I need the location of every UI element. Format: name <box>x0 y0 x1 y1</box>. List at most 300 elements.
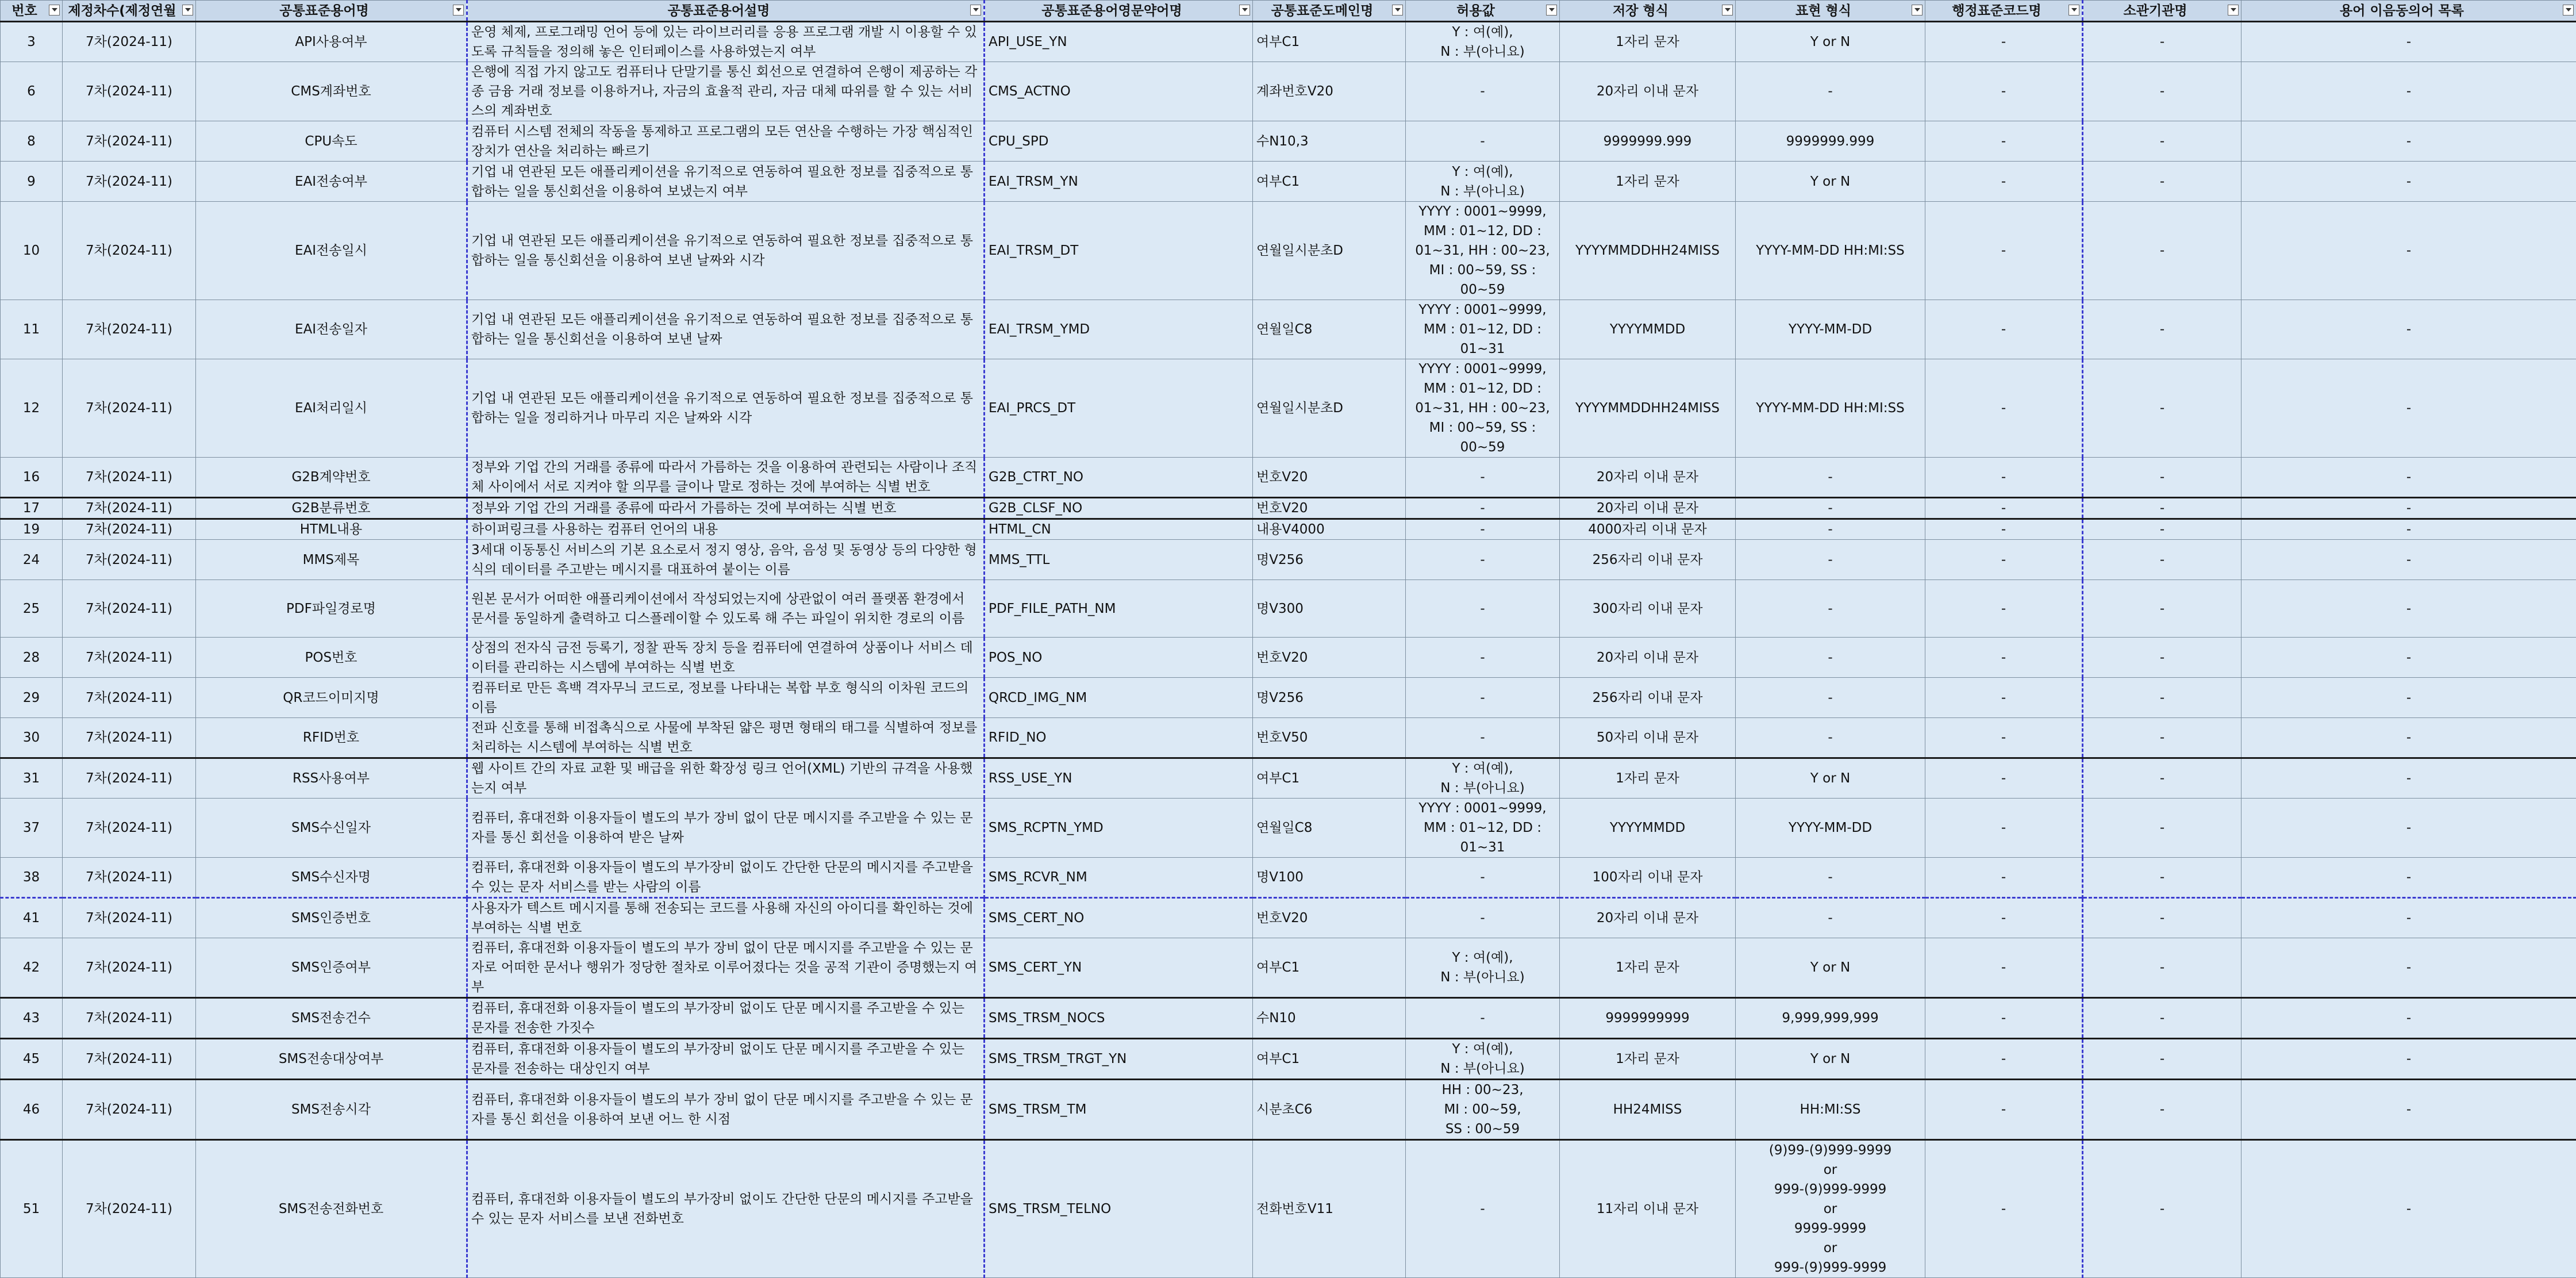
cell-number[interactable]: 24 <box>1 540 63 580</box>
cell-admin-code[interactable]: - <box>1925 898 2083 938</box>
cell-synonyms[interactable]: - <box>2241 202 2576 300</box>
cell-english-abbr[interactable]: SMS_RCPTN_YMD <box>985 799 1253 858</box>
filter-dropdown-icon[interactable] <box>970 5 981 16</box>
cell-term-description[interactable]: 컴퓨터, 휴대전화 이용자들이 별도의 부가장비 없이도 간단한 단문의 메시지를 주고받을 수 있는 문자 서비스를 보낸 전화번호 <box>467 1140 985 1278</box>
cell-display-format[interactable] <box>1736 799 1925 858</box>
cell-display-format[interactable] <box>1736 202 1925 300</box>
cell-revision[interactable]: 7차(2024-11) <box>63 758 196 799</box>
cell-english-abbr[interactable]: G2B_CTRT_NO <box>985 458 1253 498</box>
cell-synonyms[interactable]: - <box>2241 458 2576 498</box>
cell-admin-code[interactable]: - <box>1925 638 2083 678</box>
cell-domain[interactable]: 명V256 <box>1253 540 1406 580</box>
cell-synonyms[interactable]: - <box>2241 858 2576 898</box>
cell-revision[interactable]: 7차(2024-11) <box>63 519 196 540</box>
cell-revision[interactable]: 7차(2024-11) <box>63 300 196 359</box>
cell-allowed-values[interactable] <box>1406 519 1560 540</box>
cell-revision[interactable]: 7차(2024-11) <box>63 998 196 1039</box>
cell-allowed-values[interactable] <box>1406 799 1560 858</box>
cell-admin-code[interactable]: - <box>1925 22 2083 62</box>
cell-display-format[interactable] <box>1736 898 1925 938</box>
cell-display-format[interactable] <box>1736 580 1925 638</box>
cell-term-name[interactable]: EAI전송일자 <box>196 300 467 359</box>
cell-allowed-values[interactable] <box>1406 1039 1560 1080</box>
cell-agency[interactable]: - <box>2083 359 2241 458</box>
cell-domain[interactable]: 번호V20 <box>1253 898 1406 938</box>
cell-allowed-values[interactable] <box>1406 458 1560 498</box>
cell-admin-code[interactable]: - <box>1925 300 2083 359</box>
cell-revision[interactable]: 7차(2024-11) <box>63 162 196 202</box>
column-header-english-abbr[interactable]: 공통표준용어영문약어명 <box>985 1 1253 22</box>
cell-english-abbr[interactable]: MMS_TTL <box>985 540 1253 580</box>
cell-synonyms[interactable]: - <box>2241 580 2576 638</box>
cell-term-name[interactable]: CPU속도 <box>196 121 467 162</box>
cell-agency[interactable]: - <box>2083 718 2241 758</box>
cell-synonyms[interactable]: - <box>2241 898 2576 938</box>
column-header-agency[interactable]: 소관기관명 <box>2083 1 2241 22</box>
filter-dropdown-icon[interactable] <box>182 5 193 16</box>
cell-display-format[interactable] <box>1736 1039 1925 1080</box>
cell-agency[interactable]: - <box>2083 938 2241 998</box>
cell-domain[interactable]: 연월일C8 <box>1253 799 1406 858</box>
cell-domain[interactable]: 연월일시분초D <box>1253 202 1406 300</box>
cell-number[interactable]: 41 <box>1 898 63 938</box>
cell-admin-code[interactable]: - <box>1925 580 2083 638</box>
cell-admin-code[interactable]: - <box>1925 678 2083 718</box>
cell-allowed-values[interactable] <box>1406 1140 1560 1278</box>
cell-term-description[interactable]: 웹 사이트 간의 자료 교환 및 배급을 위한 확장성 링크 언어(XML) 기반의 규격을 사용했는지 여부 <box>467 758 985 799</box>
cell-term-name[interactable]: SMS인증여부 <box>196 938 467 998</box>
cell-english-abbr[interactable]: SMS_CERT_NO <box>985 898 1253 938</box>
cell-term-description[interactable]: 하이퍼링크를 사용하는 컴퓨터 언어의 내용 <box>467 519 985 540</box>
cell-agency[interactable]: - <box>2083 498 2241 519</box>
cell-display-format[interactable] <box>1736 1080 1925 1140</box>
cell-term-description[interactable]: 컴퓨터, 휴대전화 이용자들이 별도의 부가 장비 없이 단문 메시지를 주고받을 수 있는 문자로 어떠한 문서나 행위가 정당한 절차로 이루어졌다는 것을 공적 기관이 증명했는지 여부 <box>467 938 985 998</box>
cell-storage-format[interactable]: 20자리 이내 문자 <box>1560 458 1736 498</box>
cell-admin-code[interactable]: - <box>1925 938 2083 998</box>
cell-synonyms[interactable]: - <box>2241 519 2576 540</box>
cell-synonyms[interactable]: - <box>2241 300 2576 359</box>
table-row[interactable] <box>1 62 2576 121</box>
cell-storage-format[interactable]: 300자리 이내 문자 <box>1560 580 1736 638</box>
cell-display-format[interactable] <box>1736 718 1925 758</box>
cell-number[interactable]: 10 <box>1 202 63 300</box>
cell-admin-code[interactable]: - <box>1925 998 2083 1039</box>
cell-admin-code[interactable]: - <box>1925 758 2083 799</box>
cell-term-name[interactable]: G2B계약번호 <box>196 458 467 498</box>
cell-admin-code[interactable]: - <box>1925 121 2083 162</box>
cell-english-abbr[interactable]: API_USE_YN <box>985 22 1253 62</box>
cell-english-abbr[interactable]: SMS_TRSM_TM <box>985 1080 1253 1140</box>
cell-storage-format[interactable]: YYYYMMDDHH24MISS <box>1560 359 1736 458</box>
cell-term-name[interactable]: EAI처리일시 <box>196 359 467 458</box>
cell-storage-format[interactable]: YYYYMMDD <box>1560 799 1736 858</box>
cell-number[interactable]: 42 <box>1 938 63 998</box>
table-row[interactable] <box>1 162 2576 202</box>
cell-number[interactable]: 37 <box>1 799 63 858</box>
cell-domain[interactable]: 연월일시분초D <box>1253 359 1406 458</box>
cell-term-name[interactable]: SMS전송전화번호 <box>196 1140 467 1278</box>
cell-display-format[interactable] <box>1736 121 1925 162</box>
cell-term-description[interactable]: 컴퓨터, 휴대전화 이용자들이 별도의 부가 장비 없이 단문 메시지를 주고받을 수 있는 문자를 통신 회선을 이용하여 보낸 어느 한 시점 <box>467 1080 985 1140</box>
cell-allowed-values[interactable] <box>1406 202 1560 300</box>
cell-storage-format[interactable]: 9999999.999 <box>1560 121 1736 162</box>
cell-storage-format[interactable]: 20자리 이내 문자 <box>1560 898 1736 938</box>
cell-number[interactable]: 25 <box>1 580 63 638</box>
cell-revision[interactable]: 7차(2024-11) <box>63 121 196 162</box>
cell-storage-format[interactable]: 1자리 문자 <box>1560 22 1736 62</box>
cell-agency[interactable]: - <box>2083 458 2241 498</box>
cell-domain[interactable]: 여부C1 <box>1253 938 1406 998</box>
cell-term-description[interactable]: 컴퓨터, 휴대전화 이용자들이 별도의 부가 장비 없이 단문 메시지를 주고받을 수 있는 문자를 통신 회선을 이용하여 받은 날짜 <box>467 799 985 858</box>
cell-synonyms[interactable]: - <box>2241 758 2576 799</box>
cell-domain[interactable]: 명V256 <box>1253 678 1406 718</box>
cell-storage-format[interactable]: 1자리 문자 <box>1560 1039 1736 1080</box>
cell-revision[interactable]: 7차(2024-11) <box>63 540 196 580</box>
cell-display-format[interactable] <box>1736 62 1925 121</box>
cell-term-description[interactable]: 정부와 기업 간의 거래를 종류에 따라서 가름하는 것에 부여하는 식별 번호 <box>467 498 985 519</box>
cell-number[interactable]: 51 <box>1 1140 63 1278</box>
cell-allowed-values[interactable] <box>1406 300 1560 359</box>
cell-storage-format[interactable]: 256자리 이내 문자 <box>1560 540 1736 580</box>
cell-storage-format[interactable]: YYYYMMDDHH24MISS <box>1560 202 1736 300</box>
table-row[interactable] <box>1 580 2576 638</box>
cell-allowed-values[interactable] <box>1406 898 1560 938</box>
cell-number[interactable]: 28 <box>1 638 63 678</box>
cell-agency[interactable]: - <box>2083 1039 2241 1080</box>
table-row[interactable] <box>1 300 2576 359</box>
cell-english-abbr[interactable]: RSS_USE_YN <box>985 758 1253 799</box>
table-row[interactable] <box>1 858 2576 898</box>
cell-allowed-values[interactable] <box>1406 498 1560 519</box>
filter-dropdown-icon[interactable] <box>49 5 60 16</box>
cell-synonyms[interactable]: - <box>2241 799 2576 858</box>
cell-domain[interactable]: 번호V50 <box>1253 718 1406 758</box>
cell-admin-code[interactable]: - <box>1925 519 2083 540</box>
cell-english-abbr[interactable]: CPU_SPD <box>985 121 1253 162</box>
cell-synonyms[interactable]: - <box>2241 162 2576 202</box>
cell-admin-code[interactable]: - <box>1925 1080 2083 1140</box>
cell-number[interactable]: 9 <box>1 162 63 202</box>
cell-term-name[interactable]: HTML내용 <box>196 519 467 540</box>
cell-revision[interactable]: 7차(2024-11) <box>63 22 196 62</box>
cell-allowed-values[interactable] <box>1406 758 1560 799</box>
table-row[interactable] <box>1 718 2576 758</box>
cell-english-abbr[interactable]: QRCD_IMG_NM <box>985 678 1253 718</box>
cell-english-abbr[interactable]: EAI_TRSM_YMD <box>985 300 1253 359</box>
cell-number[interactable]: 43 <box>1 998 63 1039</box>
table-row[interactable] <box>1 1080 2576 1140</box>
cell-domain[interactable]: 번호V20 <box>1253 498 1406 519</box>
cell-admin-code[interactable]: - <box>1925 1140 2083 1278</box>
cell-domain[interactable]: 내용V4000 <box>1253 519 1406 540</box>
cell-allowed-values[interactable] <box>1406 718 1560 758</box>
cell-term-name[interactable]: SMS전송건수 <box>196 998 467 1039</box>
cell-agency[interactable]: - <box>2083 858 2241 898</box>
table-row[interactable] <box>1 678 2576 718</box>
cell-storage-format[interactable]: 20자리 이내 문자 <box>1560 638 1736 678</box>
cell-domain[interactable]: 여부C1 <box>1253 162 1406 202</box>
table-row[interactable] <box>1 758 2576 799</box>
cell-allowed-values[interactable] <box>1406 22 1560 62</box>
cell-synonyms[interactable]: - <box>2241 22 2576 62</box>
cell-term-description[interactable]: 기업 내 연관된 모든 애플리케이션을 유기적으로 연동하여 필요한 정보를 집중적으로 통합하는 일을 통신회선을 이용하여 보냈는지 여부 <box>467 162 985 202</box>
filter-dropdown-icon[interactable] <box>2563 5 2574 16</box>
cell-synonyms[interactable]: - <box>2241 121 2576 162</box>
table-row[interactable] <box>1 638 2576 678</box>
column-header-storage-format[interactable]: 저장 형식 <box>1560 1 1736 22</box>
cell-number[interactable]: 16 <box>1 458 63 498</box>
table-row[interactable] <box>1 898 2576 938</box>
cell-revision[interactable]: 7차(2024-11) <box>63 678 196 718</box>
cell-agency[interactable]: - <box>2083 300 2241 359</box>
cell-synonyms[interactable]: - <box>2241 540 2576 580</box>
cell-display-format[interactable] <box>1736 1140 1925 1278</box>
cell-english-abbr[interactable]: HTML_CN <box>985 519 1253 540</box>
cell-term-description[interactable]: 사용자가 텍스트 메시지를 통해 전송되는 코드를 사용해 자신의 아이디를 확인하는 것에 부여하는 식별 번호 <box>467 898 985 938</box>
cell-revision[interactable]: 7차(2024-11) <box>63 898 196 938</box>
filter-dropdown-icon[interactable] <box>1912 5 1923 16</box>
cell-revision[interactable]: 7차(2024-11) <box>63 638 196 678</box>
cell-term-name[interactable]: PDF파일경로명 <box>196 580 467 638</box>
cell-term-name[interactable]: SMS인증번호 <box>196 898 467 938</box>
table-row[interactable] <box>1 938 2576 998</box>
cell-number[interactable]: 6 <box>1 62 63 121</box>
filter-dropdown-icon[interactable] <box>1239 5 1250 16</box>
cell-term-name[interactable]: RSS사용여부 <box>196 758 467 799</box>
cell-allowed-values[interactable] <box>1406 580 1560 638</box>
table-row[interactable] <box>1 519 2576 540</box>
cell-english-abbr[interactable]: PDF_FILE_PATH_NM <box>985 580 1253 638</box>
cell-allowed-values[interactable] <box>1406 678 1560 718</box>
cell-agency[interactable]: - <box>2083 580 2241 638</box>
cell-revision[interactable]: 7차(2024-11) <box>63 938 196 998</box>
cell-synonyms[interactable]: - <box>2241 1080 2576 1140</box>
cell-english-abbr[interactable]: POS_NO <box>985 638 1253 678</box>
cell-term-description[interactable]: 원본 문서가 어떠한 애플리케이션에서 작성되었는지에 상관없이 여러 플랫폼 환경에서 문서를 동일하게 출력하고 디스플레이할 수 있도록 해 주는 파일이 위치한 경로의 이름 <box>467 580 985 638</box>
filter-dropdown-icon[interactable] <box>2069 5 2079 16</box>
cell-term-name[interactable]: G2B분류번호 <box>196 498 467 519</box>
cell-synonyms[interactable]: - <box>2241 1039 2576 1080</box>
cell-revision[interactable]: 7차(2024-11) <box>63 1140 196 1278</box>
cell-admin-code[interactable]: - <box>1925 858 2083 898</box>
cell-english-abbr[interactable]: SMS_TRSM_NOCS <box>985 998 1253 1039</box>
cell-term-description[interactable]: 은행에 직접 가지 않고도 컴퓨터나 단말기를 통신 회선으로 연결하여 은행이 제공하는 각종 금융 거래 정보를 이용하거나, 자금의 효율적 관리, 자금 대체 따위를 할 수 있는 서비스의 계좌번호 <box>467 62 985 121</box>
filter-dropdown-icon[interactable] <box>1546 5 1557 16</box>
filter-dropdown-icon[interactable] <box>1722 5 1733 16</box>
cell-storage-format[interactable]: 1자리 문자 <box>1560 758 1736 799</box>
cell-synonyms[interactable]: - <box>2241 62 2576 121</box>
cell-english-abbr[interactable]: EAI_TRSM_YN <box>985 162 1253 202</box>
cell-synonyms[interactable]: - <box>2241 498 2576 519</box>
cell-display-format[interactable] <box>1736 498 1925 519</box>
cell-term-description[interactable]: 전파 신호를 통해 비접촉식으로 사물에 부착된 얇은 평면 형태의 태그를 식별하여 정보를 처리하는 시스템에 부여하는 식별 번호 <box>467 718 985 758</box>
cell-term-description[interactable]: 기업 내 연관된 모든 애플리케이션을 유기적으로 연동하여 필요한 정보를 집중적으로 통합하는 일을 통신회선을 이용하여 보낸 날짜와 시각 <box>467 202 985 300</box>
cell-allowed-values[interactable] <box>1406 938 1560 998</box>
cell-revision[interactable]: 7차(2024-11) <box>63 799 196 858</box>
table-row[interactable] <box>1 121 2576 162</box>
cell-synonyms[interactable]: - <box>2241 359 2576 458</box>
cell-display-format[interactable] <box>1736 758 1925 799</box>
cell-admin-code[interactable]: - <box>1925 718 2083 758</box>
table-row[interactable] <box>1 1039 2576 1080</box>
column-header-display-format[interactable]: 표현 형식 <box>1736 1 1925 22</box>
cell-term-description[interactable]: 컴퓨터, 휴대전화 이용자들이 별도의 부가장비 없이도 단문 메시지를 주고받을 수 있는 문자를 전송한 가짓수 <box>467 998 985 1039</box>
cell-agency[interactable]: - <box>2083 519 2241 540</box>
cell-domain[interactable]: 명V100 <box>1253 858 1406 898</box>
cell-display-format[interactable] <box>1736 22 1925 62</box>
cell-agency[interactable]: - <box>2083 799 2241 858</box>
column-header-revision[interactable]: 제정차수(제정연월 <box>63 1 196 22</box>
cell-term-description[interactable]: 컴퓨터 시스템 전체의 작동을 통제하고 프로그램의 모든 연산을 수행하는 가장 핵심적인 장치가 연산을 처리하는 빠르기 <box>467 121 985 162</box>
cell-term-name[interactable]: EAI전송여부 <box>196 162 467 202</box>
cell-english-abbr[interactable]: RFID_NO <box>985 718 1253 758</box>
cell-number[interactable]: 29 <box>1 678 63 718</box>
table-row[interactable] <box>1 998 2576 1039</box>
cell-english-abbr[interactable]: SMS_TRSM_TELNO <box>985 1140 1253 1278</box>
column-header-term-description[interactable]: 공통표준용어설명 <box>467 1 985 22</box>
cell-storage-format[interactable]: 100자리 이내 문자 <box>1560 858 1736 898</box>
cell-synonyms[interactable]: - <box>2241 998 2576 1039</box>
cell-agency[interactable]: - <box>2083 540 2241 580</box>
cell-allowed-values[interactable] <box>1406 638 1560 678</box>
cell-display-format[interactable] <box>1736 519 1925 540</box>
cell-display-format[interactable] <box>1736 638 1925 678</box>
cell-number[interactable]: 17 <box>1 498 63 519</box>
cell-term-description[interactable]: 컴퓨터로 만든 흑백 격자무늬 코드로, 정보를 나타내는 복합 부호 형식의 이차원 코드의 이름 <box>467 678 985 718</box>
cell-display-format[interactable] <box>1736 359 1925 458</box>
cell-display-format[interactable] <box>1736 300 1925 359</box>
cell-term-name[interactable]: SMS수신자명 <box>196 858 467 898</box>
cell-number[interactable]: 31 <box>1 758 63 799</box>
cell-storage-format[interactable]: 11자리 이내 문자 <box>1560 1140 1736 1278</box>
cell-revision[interactable]: 7차(2024-11) <box>63 202 196 300</box>
cell-admin-code[interactable]: - <box>1925 799 2083 858</box>
cell-revision[interactable]: 7차(2024-11) <box>63 858 196 898</box>
cell-storage-format[interactable]: 256자리 이내 문자 <box>1560 678 1736 718</box>
cell-revision[interactable]: 7차(2024-11) <box>63 718 196 758</box>
cell-term-name[interactable]: SMS전송시각 <box>196 1080 467 1140</box>
cell-revision[interactable]: 7차(2024-11) <box>63 580 196 638</box>
cell-number[interactable]: 46 <box>1 1080 63 1140</box>
cell-agency[interactable]: - <box>2083 22 2241 62</box>
cell-allowed-values[interactable] <box>1406 162 1560 202</box>
cell-english-abbr[interactable]: CMS_ACTNO <box>985 62 1253 121</box>
cell-storage-format[interactable]: 4000자리 이내 문자 <box>1560 519 1736 540</box>
cell-allowed-values[interactable] <box>1406 858 1560 898</box>
cell-domain[interactable]: 여부C1 <box>1253 1039 1406 1080</box>
cell-allowed-values[interactable] <box>1406 1080 1560 1140</box>
cell-term-name[interactable]: RFID번호 <box>196 718 467 758</box>
cell-synonyms[interactable]: - <box>2241 1140 2576 1278</box>
cell-agency[interactable]: - <box>2083 121 2241 162</box>
table-row[interactable] <box>1 22 2576 62</box>
cell-display-format[interactable] <box>1736 858 1925 898</box>
cell-display-format[interactable] <box>1736 998 1925 1039</box>
cell-allowed-values[interactable] <box>1406 998 1560 1039</box>
cell-term-name[interactable]: CMS계좌번호 <box>196 62 467 121</box>
cell-agency[interactable]: - <box>2083 202 2241 300</box>
cell-term-name[interactable]: MMS제목 <box>196 540 467 580</box>
cell-number[interactable]: 38 <box>1 858 63 898</box>
table-row[interactable] <box>1 458 2576 498</box>
filter-dropdown-icon[interactable] <box>1392 5 1403 16</box>
cell-synonyms[interactable]: - <box>2241 638 2576 678</box>
cell-term-description[interactable]: 운영 체제, 프로그래밍 언어 등에 있는 라이브러리를 응용 프로그램 개발 시 이용할 수 있도록 규칙들을 정의해 놓은 인터페이스를 사용하였는지 여부 <box>467 22 985 62</box>
cell-revision[interactable]: 7차(2024-11) <box>63 1039 196 1080</box>
cell-agency[interactable]: - <box>2083 678 2241 718</box>
column-header-admin-code[interactable]: 행정표준코드명 <box>1925 1 2083 22</box>
cell-term-description[interactable]: 컴퓨터, 휴대전화 이용자들이 별도의 부가장비 없이도 간단한 단문의 메시지를 주고받을 수 있는 문자 서비스를 받는 사람의 이름 <box>467 858 985 898</box>
cell-term-name[interactable]: SMS전송대상여부 <box>196 1039 467 1080</box>
column-header-domain[interactable]: 공통표준도메인명 <box>1253 1 1406 22</box>
cell-english-abbr[interactable]: SMS_RCVR_NM <box>985 858 1253 898</box>
cell-term-description[interactable]: 3세대 이동통신 서비스의 기본 요소로서 정지 영상, 음악, 음성 및 동영상 등의 다양한 형식의 데이터를 주고받는 메시지를 대표하여 붙이는 이름 <box>467 540 985 580</box>
cell-number[interactable]: 19 <box>1 519 63 540</box>
cell-revision[interactable]: 7차(2024-11) <box>63 62 196 121</box>
cell-revision[interactable]: 7차(2024-11) <box>63 359 196 458</box>
cell-domain[interactable]: 전화번호V11 <box>1253 1140 1406 1278</box>
cell-domain[interactable]: 시분초C6 <box>1253 1080 1406 1140</box>
cell-storage-format[interactable]: 1자리 문자 <box>1560 938 1736 998</box>
cell-term-description[interactable]: 기업 내 연관된 모든 애플리케이션을 유기적으로 연동하여 필요한 정보를 집중적으로 통합하는 일을 통신회선을 이용하여 보낸 날짜 <box>467 300 985 359</box>
cell-storage-format[interactable]: 1자리 문자 <box>1560 162 1736 202</box>
cell-display-format[interactable] <box>1736 458 1925 498</box>
cell-term-name[interactable]: API사용여부 <box>196 22 467 62</box>
cell-revision[interactable]: 7차(2024-11) <box>63 1080 196 1140</box>
cell-term-name[interactable]: SMS수신일자 <box>196 799 467 858</box>
cell-number[interactable]: 11 <box>1 300 63 359</box>
cell-term-description[interactable]: 기업 내 연관된 모든 애플리케이션을 유기적으로 연동하여 필요한 정보를 집중적으로 통합하는 일을 정리하거나 마무리 지은 날짜와 시각 <box>467 359 985 458</box>
cell-agency[interactable]: - <box>2083 1080 2241 1140</box>
column-header-synonyms[interactable]: 용어 이음동의어 목록 <box>2241 1 2576 22</box>
cell-display-format[interactable] <box>1736 540 1925 580</box>
cell-synonyms[interactable]: - <box>2241 718 2576 758</box>
cell-display-format[interactable] <box>1736 938 1925 998</box>
cell-term-description[interactable]: 정부와 기업 간의 거래를 종류에 따라서 가름하는 것을 이용하여 관련되는 사람이나 조직체 사이에서 서로 지켜야 할 의무를 글이나 말로 정하는 것에 부여하는 식별 번호 <box>467 458 985 498</box>
cell-admin-code[interactable]: - <box>1925 1039 2083 1080</box>
cell-english-abbr[interactable]: EAI_TRSM_DT <box>985 202 1253 300</box>
cell-allowed-values[interactable] <box>1406 62 1560 121</box>
cell-term-name[interactable]: QR코드이미지명 <box>196 678 467 718</box>
cell-number[interactable]: 3 <box>1 22 63 62</box>
cell-revision[interactable]: 7차(2024-11) <box>63 498 196 519</box>
cell-agency[interactable]: - <box>2083 758 2241 799</box>
cell-term-name[interactable]: EAI전송일시 <box>196 202 467 300</box>
cell-display-format[interactable] <box>1736 678 1925 718</box>
cell-display-format[interactable] <box>1736 162 1925 202</box>
cell-agency[interactable]: - <box>2083 162 2241 202</box>
filter-dropdown-icon[interactable] <box>453 5 464 16</box>
cell-revision[interactable]: 7차(2024-11) <box>63 458 196 498</box>
cell-number[interactable]: 8 <box>1 121 63 162</box>
cell-term-description[interactable]: 상점의 전자식 금전 등록기, 정찰 판독 장치 등을 컴퓨터에 연결하여 상품이나 서비스 데이터를 관리하는 시스템에 부여하는 식별 번호 <box>467 638 985 678</box>
table-row[interactable] <box>1 799 2576 858</box>
table-row[interactable] <box>1 202 2576 300</box>
cell-domain[interactable]: 연월일C8 <box>1253 300 1406 359</box>
cell-admin-code[interactable]: - <box>1925 202 2083 300</box>
cell-storage-format[interactable]: 20자리 이내 문자 <box>1560 62 1736 121</box>
cell-agency[interactable]: - <box>2083 638 2241 678</box>
table-row[interactable] <box>1 1140 2576 1278</box>
cell-agency[interactable]: - <box>2083 898 2241 938</box>
cell-admin-code[interactable]: - <box>1925 162 2083 202</box>
cell-admin-code[interactable]: - <box>1925 498 2083 519</box>
cell-admin-code[interactable]: - <box>1925 458 2083 498</box>
cell-number[interactable]: 12 <box>1 359 63 458</box>
cell-storage-format[interactable]: 20자리 이내 문자 <box>1560 498 1736 519</box>
cell-storage-format[interactable]: HH24MISS <box>1560 1080 1736 1140</box>
filter-dropdown-icon[interactable] <box>2228 5 2239 16</box>
